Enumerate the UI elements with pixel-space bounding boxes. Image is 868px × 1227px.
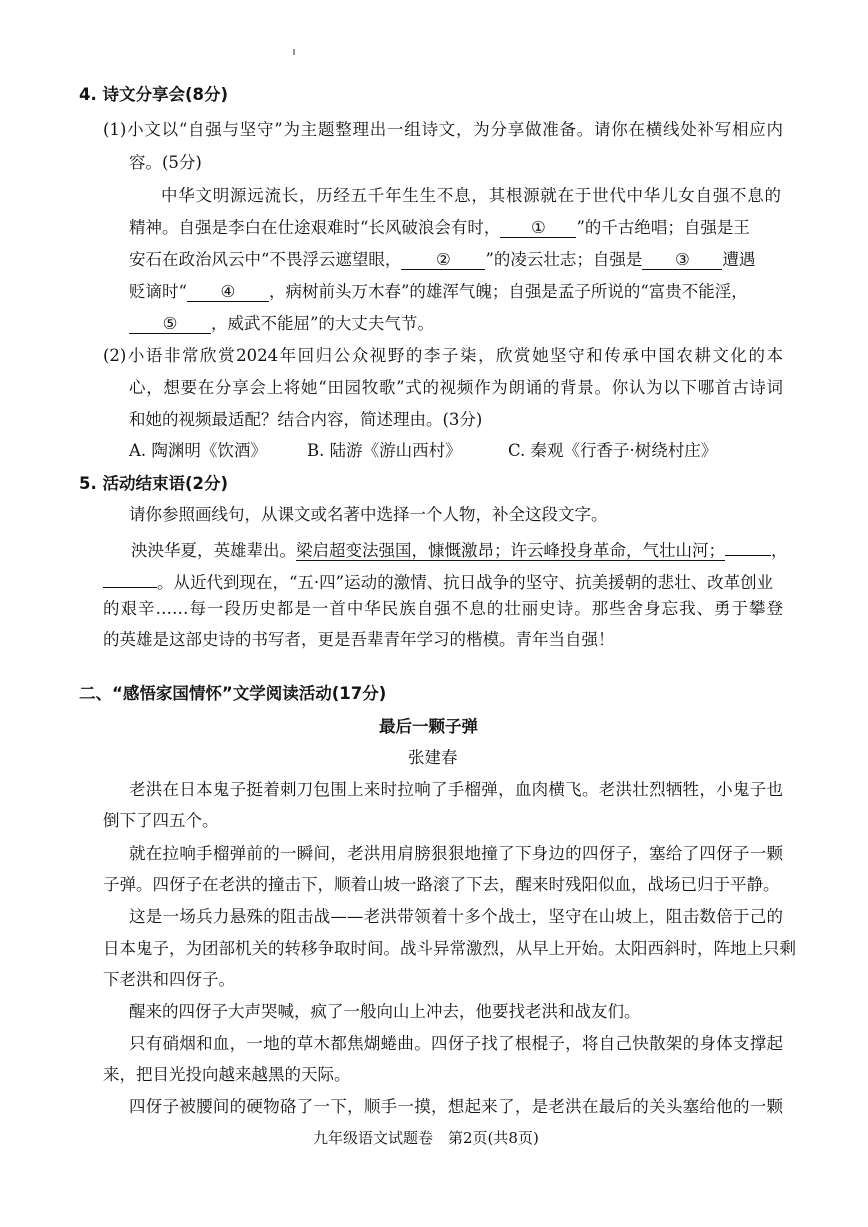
q4-1-line2: 容。(5分) <box>129 153 202 172</box>
blank-number: ⑤ <box>162 314 178 333</box>
q5-instruction: 请你参照画线句，从课文或名著中选择一个人物，补全这段文字。 <box>129 505 608 524</box>
para5-line2: 来，把目光投向越来越黑的天际。 <box>103 1065 351 1084</box>
passage-text: 遭遇 <box>722 250 756 269</box>
section2-heading: 二、“感悟家国情怀”文学阅读活动(17分) <box>79 684 387 703</box>
para2-line1: 就在拉响手榴弹前的一瞬间，老洪用肩膀狠狠地撞了下身边的四伢子，塞给了四伢子一颗 <box>129 844 783 863</box>
scan-mark <box>293 49 295 55</box>
blank-5[interactable] <box>129 313 211 334</box>
q4-passage-line4 <box>129 281 781 303</box>
blank-1[interactable] <box>500 217 576 238</box>
q5-line3: 的艰辛……每一段历史都是一首中华民族自强不息的壮丽史诗。那些舍身忘我、勇于攀登 <box>103 599 783 618</box>
q4-passage-line3 <box>129 249 781 271</box>
q4-2-line2: 心，想要在分享会上将她“田园牧歌”式的视频作为朗诵的背景。你认为以下哪首古诗词 <box>129 378 783 397</box>
passage-text: 贬谪时“ <box>129 282 187 301</box>
blank-number: ① <box>531 218 546 237</box>
blank-2[interactable] <box>401 249 485 270</box>
para5-line1: 只有硝烟和血，一地的草木都焦煳蜷曲。四伢子找了根棍子，将自己快散架的身体支撑起 <box>129 1034 783 1053</box>
blank-number: ③ <box>674 250 690 269</box>
passage-text: 安石在政治风云中“不畏浮云遮望眼， <box>129 250 402 269</box>
answer-blank-b[interactable] <box>103 567 157 588</box>
passage-text: ，威武不能屈”的大丈夫气节。 <box>211 314 434 333</box>
para1-line2: 倒下了四五个。 <box>103 811 219 830</box>
q4-1-line1: (1)小文以“自强与坚守”为主题整理出一组诗文，为分享做准备。请你在横线处补写相应内 <box>103 120 783 139</box>
blank-number: ② <box>436 250 451 269</box>
passage-text: ， <box>771 541 788 560</box>
q4-passage-line5 <box>129 313 434 335</box>
passage-text: 。从近代到现在，“五·四”运动的激情、抗日战争的坚守、抗美援朝的悲壮、改革创业 <box>157 573 774 592</box>
article-author: 张建春 <box>408 748 458 767</box>
blank-4[interactable] <box>187 281 269 302</box>
q4-2-line3: 和她的视频最适配？结合内容，简述理由。(3分) <box>129 410 483 429</box>
option-b: B. 陆游《游山西村》 <box>307 441 462 460</box>
q4-heading: 4. 诗文分享会(8分) <box>79 85 229 104</box>
blank-3[interactable] <box>642 249 722 270</box>
passage-text: ，病树前头万木春”的雄浑气魄；自强是孟子所说的“富贵不能淫， <box>268 282 748 301</box>
article-title: 最后一颗子弹 <box>379 717 478 736</box>
para4-line1: 醒来的四伢子大声哭喊，疯了一般向山上冲去，他要找老洪和战友们。 <box>129 1002 641 1021</box>
q4-passage-line2 <box>129 217 781 239</box>
q4-passage-line1: 中华文明源远流长，历经五千年生生不息，其根源就在于世代中华儿女自强不息的 <box>161 186 781 205</box>
para3-line2: 日本鬼子，为团部机关的转移争取时间。战斗异常激烈，从早上开始。太阳西斜时，阵地上只剩 <box>103 939 796 958</box>
para1-line1: 老洪在日本鬼子挺着刺刀包围上来时拉响了手榴弹，血肉横飞。老洪壮烈牺牲，小鬼子也 <box>129 780 783 799</box>
passage-text: ”的凌云壮志；自强是 <box>485 250 643 269</box>
para2-line2: 子弹。四伢子在老洪的撞击下，顺着山坡一路滚了下去，醒来时残阳似血，战场已归于平静。 <box>103 875 780 894</box>
q4-2-line1: (2)小语非常欣赏2024年回归公众视野的李子柒，欣赏她坚守和传承中国农耕文化的本 <box>103 346 783 365</box>
q5-line2 <box>103 567 783 594</box>
underlined-sentence: 梁启超变法强国，慷慨激昂；许云峰投身革命，气壮山河； <box>296 541 725 560</box>
passage-text: ”的千古绝唱；自强是王 <box>576 218 750 237</box>
para6-line1: 四伢子被腰间的硬物硌了一下，顺手一摸，想起来了，是老洪在最后的关头塞给他的一颗 <box>129 1097 783 1116</box>
q5-line1 <box>131 535 788 562</box>
page-footer: 九年级语文试题卷 第2页(共8页) <box>313 1129 539 1147</box>
option-a: A. 陶渊明《饮酒》 <box>129 441 267 460</box>
q5-line4: 的英雄是这部史诗的书写者，更是吾辈青年学习的楷模。青年当自强！ <box>103 630 615 649</box>
passage-text: 精神。自强是李白在仕途艰难时“长风破浪会有时， <box>129 218 501 237</box>
q5-heading: 5. 活动结束语(2分) <box>79 474 229 493</box>
para3-line1: 这是一场兵力悬殊的阻击战——老洪带领着十多个战士，坚守在山坡上，阻击数倍于己的 <box>129 907 783 926</box>
para3-line3: 下老洪和四伢子。 <box>103 970 235 989</box>
option-c: C. 秦观《行香子·树绕村庄》 <box>508 441 718 460</box>
passage-text: 泱泱华夏，英雄辈出。 <box>131 541 296 560</box>
answer-blank-a[interactable] <box>725 535 771 556</box>
blank-number: ④ <box>220 282 236 301</box>
